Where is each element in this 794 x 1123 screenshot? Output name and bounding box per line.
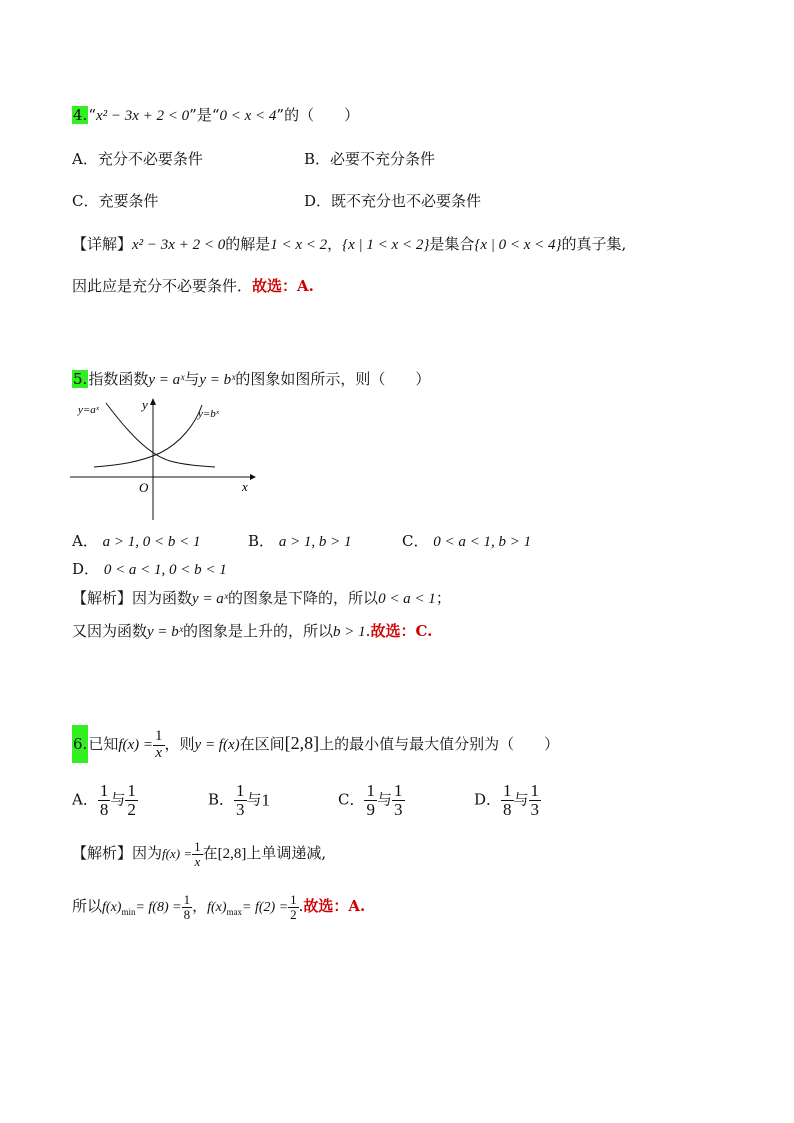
q5-option-c[interactable]: C． 0 < a < 1, b > 1 (402, 532, 532, 550)
label-b: y=bˣ (198, 408, 219, 420)
q6-explanation-line1: 【解析】因为f(x) = $\frac{1}{x}$ 在[2,8]上单调递减, (72, 839, 327, 869)
q6-number: 6. (72, 725, 88, 763)
q6-stem: 6.已知f(x) = $\frac{1}{x}$ ，则y = f(x)在区间[2,8]上的最小值与最大值分别为（ ） (72, 725, 559, 763)
q5-number: 5. (73, 370, 88, 388)
y-axis-arrow (150, 398, 156, 405)
origin-label: O (139, 480, 149, 495)
axis-x-label: x (242, 479, 248, 494)
q6-answer: 故选：A. (303, 897, 366, 916)
q5-option-a[interactable]: A． a > 1, 0 < b < 1 (72, 532, 201, 550)
q4-explanation-line2: 因此应是充分不必要条件．故选：A. (72, 277, 314, 295)
exponential-graph (70, 395, 270, 520)
q5-explanation-line1: 【解析】因为函数y = aˣ的图象是下降的，所以0 < a < 1； (72, 589, 451, 607)
q4-option-b[interactable]: B．必要不充分条件 (304, 150, 436, 168)
q4-number: 4. (73, 106, 88, 124)
q6-option-b[interactable]: B． $\frac{1}{3}$ 与1 (208, 781, 271, 819)
curve-b (94, 405, 202, 467)
x-axis-arrow (250, 474, 256, 480)
q6-option-d[interactable]: D． $\frac{1}{8}$ 与 $\frac{1}{3}$ (474, 781, 540, 819)
q5-stem: 5.指数函数y = aˣ与y = bˣ的图象如图所示，则（ ） (73, 370, 431, 388)
q4-stem: 4.“x² − 3x + 2 < 0”是“0 < x < 4”的（ ） (73, 106, 360, 124)
q4-option-a[interactable]: A．充分不必要条件 (72, 150, 203, 168)
axis-y-label: y (142, 397, 148, 412)
q4-answer: 故选：A. (252, 277, 314, 295)
q6-option-a[interactable]: A． $\frac{1}{8}$ 与 $\frac{1}{2}$ (72, 781, 136, 819)
q5-option-b[interactable]: B． a > 1, b > 1 (248, 532, 352, 550)
q4-ineq2: 0 < x < 4 (219, 108, 277, 124)
q4-option-c[interactable]: C．充要条件 (72, 192, 159, 210)
q4-option-d[interactable]: D．既不充分也不必要条件 (304, 192, 482, 210)
q6-explanation-line2: 所以$f(x)_{min}= f(8)$ = $\frac{1}{8}$ ，$f(x)_{max}= f(2)$ = $\frac{1}{2}$ .故选：A. (72, 892, 366, 922)
q4-explanation-line1: 【详解】x² − 3x + 2 < 0的解是1 < x < 2，{x | 1 < x < 2}是集合{x | 0 < x < 4}的真子集, (72, 235, 627, 253)
q5-option-d[interactable]: D． 0 < a < 1, 0 < b < 1 (72, 560, 227, 578)
q5-explanation-line2: 又因为函数y = bˣ的图象是上升的，所以b > 1.故选：C. (72, 622, 433, 640)
label-a: y=aˣ (78, 404, 99, 416)
q5-answer: 故选：C. (370, 622, 433, 640)
q4-ineq1: x² − 3x + 2 < 0 (95, 108, 190, 124)
q6-option-c[interactable]: C． $\frac{1}{9}$ 与 $\frac{1}{3}$ (338, 781, 403, 819)
